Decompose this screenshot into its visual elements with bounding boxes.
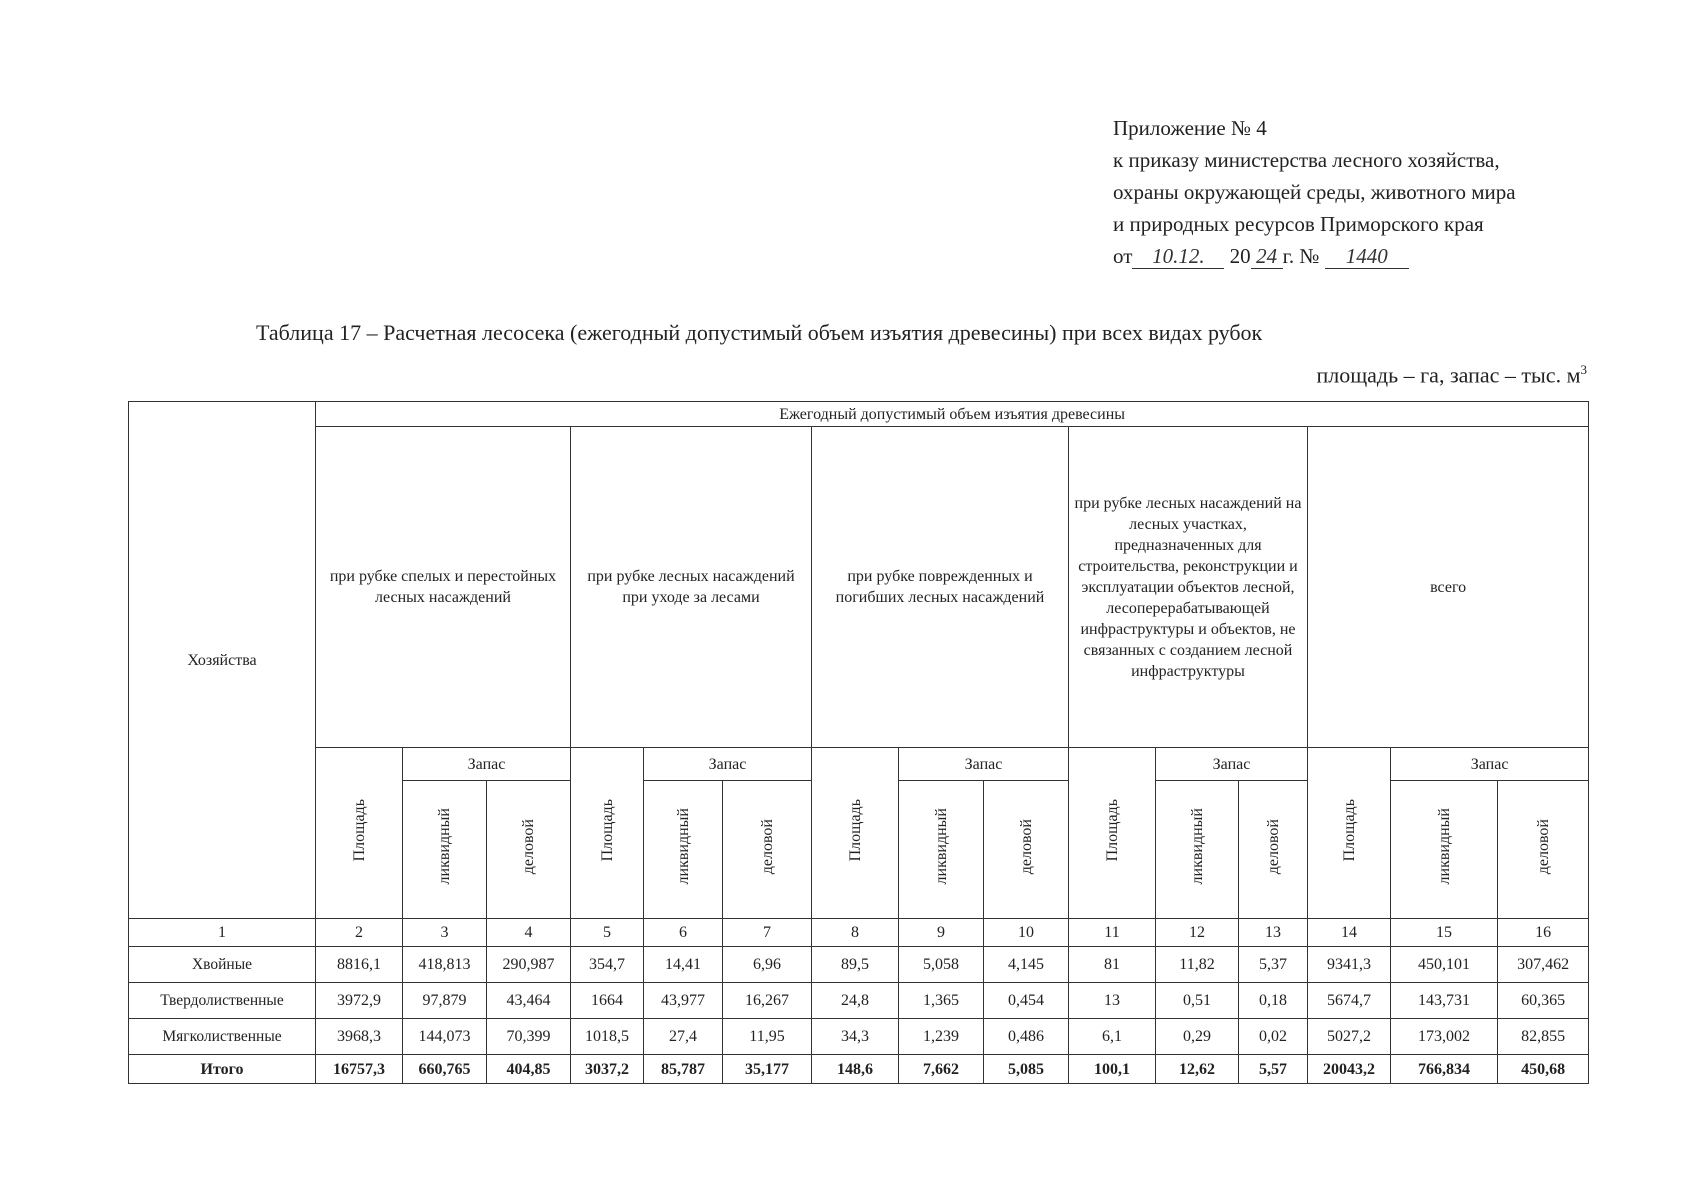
table-cell: 24,8 xyxy=(812,983,899,1019)
header-business xyxy=(984,781,1069,919)
column-number: 1 xyxy=(129,919,316,947)
header-liquid xyxy=(403,781,487,919)
table-cell: 3968,3 xyxy=(316,1019,403,1055)
table-cell: 5,37 xyxy=(1239,947,1308,983)
table-cell: 290,987 xyxy=(487,947,571,983)
table-cell: 0,486 xyxy=(984,1019,1069,1055)
table-cell: 0,18 xyxy=(1239,983,1308,1019)
header-area-label: Площадь xyxy=(1103,798,1121,862)
column-number: 13 xyxy=(1239,919,1308,947)
total-cell: 5,57 xyxy=(1239,1055,1308,1084)
column-number: 12 xyxy=(1156,919,1239,947)
group-damaged-stands: при рубке поврежденных и погибших лесных насаждений xyxy=(812,427,1069,748)
appendix-line-2: к приказу министерства лесного хозяйства, xyxy=(1113,148,1500,172)
header-liquid xyxy=(644,781,723,919)
total-cell: 12,62 xyxy=(1156,1055,1239,1084)
column-number: 15 xyxy=(1391,919,1498,947)
table-cell: 9341,3 xyxy=(1308,947,1391,983)
table-cell: 82,855 xyxy=(1498,1019,1589,1055)
header-business xyxy=(723,781,812,919)
table-cell: 5,058 xyxy=(899,947,984,983)
handwritten-date: 10.12. xyxy=(1132,244,1224,269)
table-cell: 43,464 xyxy=(487,983,571,1019)
table-row-softwood xyxy=(129,1019,1589,1055)
units-text: площадь – га, запас – тыс. м xyxy=(1316,362,1581,388)
table-cell: 5027,2 xyxy=(1308,1019,1391,1055)
total-cell: 35,177 xyxy=(723,1055,812,1084)
table-cell: 70,399 xyxy=(487,1019,571,1055)
header-liquid xyxy=(1391,781,1498,919)
table-cell: 143,731 xyxy=(1391,983,1498,1019)
group-forest-care: при рубке лесных насаждений при уходе за лесами xyxy=(571,427,812,748)
header-business-label: деловой xyxy=(1264,818,1282,875)
header-business xyxy=(487,781,571,919)
column-number: 11 xyxy=(1069,919,1156,947)
header-liquid-label: ликвидный xyxy=(436,808,453,885)
header-area-label: Площадь xyxy=(598,798,616,862)
header-annual-volume: Ежегодный допустимый объем изъятия древесины xyxy=(316,402,1589,427)
header-business xyxy=(1498,781,1589,919)
column-number: 3 xyxy=(403,919,487,947)
row-label-total: Итого xyxy=(129,1055,316,1084)
group-construction: при рубке лесных насаждений на лесных участках, предназначенных для строительства, реконструкции и эксплуатации объектов лесной, лесоперерабатывающей инфраструктуры и объектов, не связанных с созданием лесной инфраструктуры xyxy=(1069,427,1308,748)
table-cell: 307,462 xyxy=(1498,947,1589,983)
header-liquid xyxy=(1156,781,1239,919)
units-superscript: 3 xyxy=(1580,362,1587,377)
handwritten-year: 24 xyxy=(1251,244,1283,269)
total-cell: 450,68 xyxy=(1498,1055,1589,1084)
table-cell: 6,96 xyxy=(723,947,812,983)
table-cell: 89,5 xyxy=(812,947,899,983)
total-cell: 85,787 xyxy=(644,1055,723,1084)
table-cell: 6,1 xyxy=(1069,1019,1156,1055)
header-liquid xyxy=(899,781,984,919)
total-cell: 404,85 xyxy=(487,1055,571,1084)
table-cell: 81 xyxy=(1069,947,1156,983)
table-cell: 1,239 xyxy=(899,1019,984,1055)
group-mature-stands: при рубке спелых и перестойных лесных насаждений xyxy=(316,427,571,748)
group-total: всего xyxy=(1308,427,1589,748)
table-cell: 14,41 xyxy=(644,947,723,983)
table-cell: 4,145 xyxy=(984,947,1069,983)
header-stock: Запас xyxy=(899,748,1069,781)
row-label: Хвойные xyxy=(129,947,316,983)
table-cell: 354,7 xyxy=(571,947,644,983)
total-cell: 148,6 xyxy=(812,1055,899,1084)
header-stock: Запас xyxy=(1156,748,1308,781)
column-number: 8 xyxy=(812,919,899,947)
header-liquid-label: ликвидный xyxy=(1188,808,1206,885)
header-business-label: деловой xyxy=(520,818,537,875)
table-caption: Таблица 17 – Расчетная лесосека (ежегодный допустимый объем изъятия древесины) при всех видах рубок xyxy=(256,320,1263,345)
table-cell: 60,365 xyxy=(1498,983,1589,1019)
header-liquid-label: ликвидный xyxy=(674,808,692,885)
column-number: 14 xyxy=(1308,919,1391,947)
table-cell: 8816,1 xyxy=(316,947,403,983)
table-cell: 3972,9 xyxy=(316,983,403,1019)
row-label: Мягколиственные xyxy=(129,1019,316,1055)
table-cell: 27,4 xyxy=(644,1019,723,1055)
header-area xyxy=(316,748,403,919)
column-number: 9 xyxy=(899,919,984,947)
table-cell: 13 xyxy=(1069,983,1156,1019)
appendix-block xyxy=(1113,112,1516,272)
table-cell: 1,365 xyxy=(899,983,984,1019)
appendix-line-4: и природных ресурсов Приморского края xyxy=(1113,212,1484,236)
header-area-label: Площадь xyxy=(846,798,864,862)
header-business-label: деловой xyxy=(1534,818,1552,875)
table-cell: 0,29 xyxy=(1156,1019,1239,1055)
header-area xyxy=(812,748,899,919)
appendix-date-line xyxy=(1113,240,1516,272)
total-cell: 5,085 xyxy=(984,1055,1069,1084)
row-label: Твердолиственные xyxy=(129,983,316,1019)
total-cell: 766,834 xyxy=(1391,1055,1498,1084)
header-business-label: деловой xyxy=(758,818,776,875)
header-business xyxy=(1239,781,1308,919)
table-cell: 1018,5 xyxy=(571,1019,644,1055)
appendix-title: Приложение № 4 xyxy=(1113,116,1267,140)
table-cell: 173,002 xyxy=(1391,1019,1498,1055)
header-stock: Запас xyxy=(1391,748,1589,781)
header-area xyxy=(571,748,644,919)
header-area-label: Площадь xyxy=(350,798,368,862)
header-area xyxy=(1069,748,1156,919)
total-cell: 100,1 xyxy=(1069,1055,1156,1084)
header-business-label: деловой xyxy=(1017,818,1035,875)
total-cell: 3037,2 xyxy=(571,1055,644,1084)
date-prefix: от xyxy=(1113,244,1133,268)
column-number: 2 xyxy=(316,919,403,947)
table-cell: 5674,7 xyxy=(1308,983,1391,1019)
table-cell: 450,101 xyxy=(1391,947,1498,983)
table-cell: 34,3 xyxy=(812,1019,899,1055)
units-note xyxy=(1316,362,1587,388)
table-cell: 11,82 xyxy=(1156,947,1239,983)
table-row-total xyxy=(129,1055,1589,1084)
total-cell: 16757,3 xyxy=(316,1055,403,1084)
table-cell: 0,454 xyxy=(984,983,1069,1019)
header-stock: Запас xyxy=(403,748,571,781)
table-cell: 418,813 xyxy=(403,947,487,983)
year-prefix: 20 xyxy=(1229,244,1251,268)
appendix-line-3: охраны окружающей среды, животного мира xyxy=(1113,180,1516,204)
table-row-conifers xyxy=(129,947,1589,983)
table-cell: 0,51 xyxy=(1156,983,1239,1019)
table-cell: 11,95 xyxy=(723,1019,812,1055)
column-number: 7 xyxy=(723,919,812,947)
total-cell: 7,662 xyxy=(899,1055,984,1084)
header-farms: Хозяйства xyxy=(129,402,316,919)
handwritten-order-number: 1440 xyxy=(1325,244,1409,269)
harvest-table xyxy=(128,401,1589,1084)
table-cell: 16,267 xyxy=(723,983,812,1019)
total-cell: 660,765 xyxy=(403,1055,487,1084)
total-cell: 20043,2 xyxy=(1308,1055,1391,1084)
year-suffix: г. № xyxy=(1282,244,1320,268)
column-number-row xyxy=(129,919,1589,947)
column-number: 4 xyxy=(487,919,571,947)
header-liquid-label: ликвидный xyxy=(1435,808,1453,885)
table-cell: 144,073 xyxy=(403,1019,487,1055)
column-number: 6 xyxy=(644,919,723,947)
table-cell: 1664 xyxy=(571,983,644,1019)
header-area xyxy=(1308,748,1391,919)
column-number: 10 xyxy=(984,919,1069,947)
header-stock: Запас xyxy=(644,748,812,781)
table-cell: 43,977 xyxy=(644,983,723,1019)
column-number: 5 xyxy=(571,919,644,947)
table-row-hardwood xyxy=(129,983,1589,1019)
table-cell: 0,02 xyxy=(1239,1019,1308,1055)
table-cell: 97,879 xyxy=(403,983,487,1019)
header-area-label: Площадь xyxy=(1340,798,1358,862)
column-number: 16 xyxy=(1498,919,1589,947)
header-liquid-label: ликвидный xyxy=(932,808,950,885)
